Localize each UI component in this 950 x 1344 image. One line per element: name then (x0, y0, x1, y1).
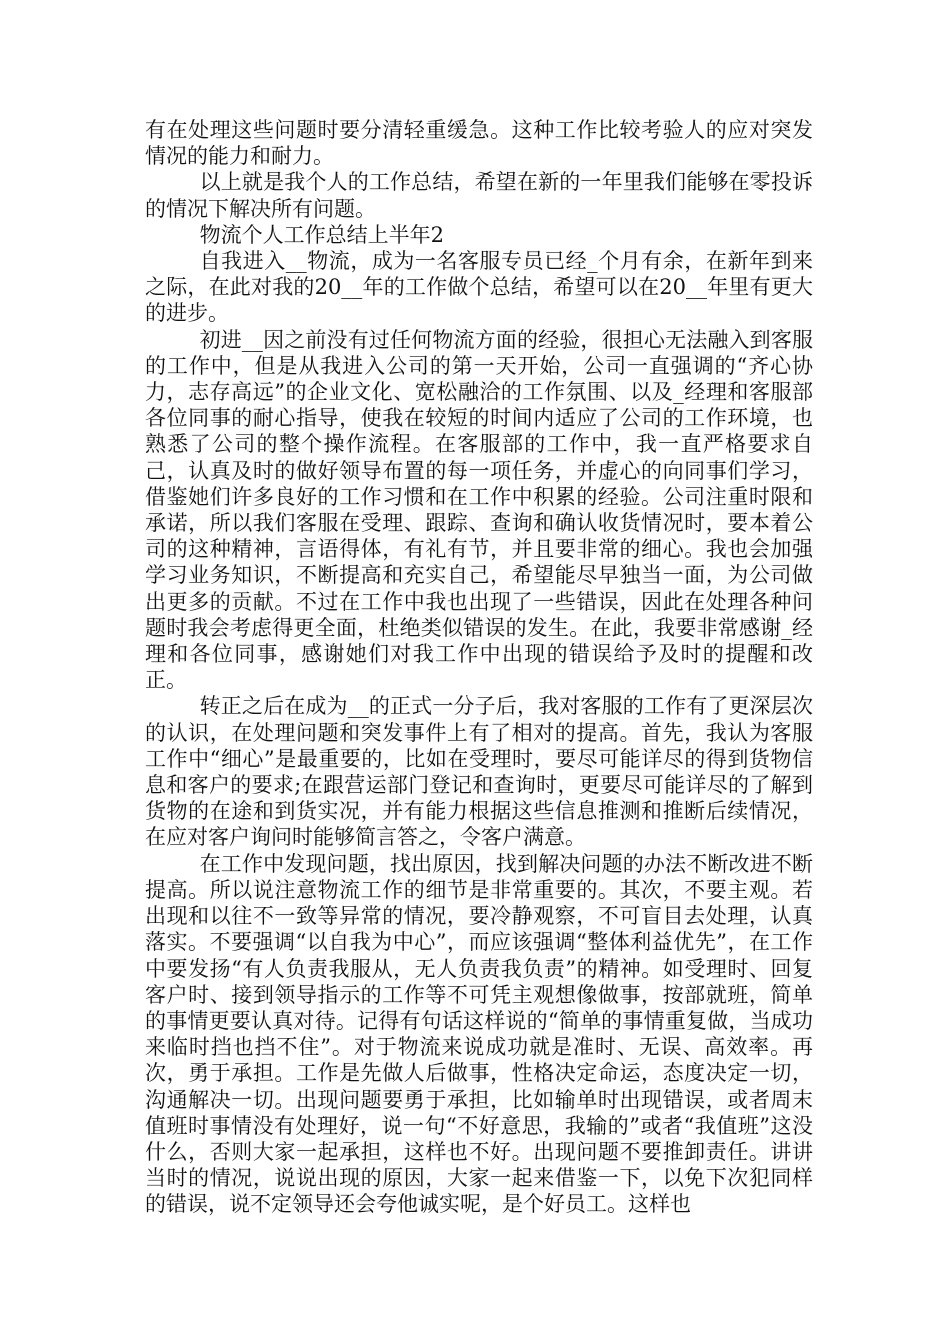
paragraph-onboarding: 初进__因之前没有过任何物流方面的经验，很担心无法融入到客服的工作中，但是从我进入公司的第一天开始，公司一直强调的“齐心协力，志存高远”的企业文化、宽松融洽的工作氛围、以及_经理和客服部各位同事的耐心指导，使我在较短的时间内适应了公司的工作环境，也熟悉了公司的整个操作流程。在客服部的工作中，我一直严格要求自己，认真及时的做好领导布置的每一项任务，并虚心的向同事们学习，借鉴她们许多良好的工作习惯和在工作中积累的经验。公司注重时限和承诺，所以我们客服在受理、跟踪、查询和确认收货情况时，要本着公司的这种精神，言语得体，有礼有节，并且要非常的细心。我也会加强学习业务知识，不断提高和充实自己，希望能尽早独当一面，为公司做出更多的贡献。不过在工作中我也出现了一些错误，因此在处理各种问题时我会考虑得更全面，杜绝类似错误的发生。在此，我要非常感谢_经理和各位同事，感谢她们对我工作中出现的错误给予及时的提醒和改正。 (145, 327, 813, 693)
paragraph-intro: 自我进入__物流，成为一名客服专员已经_个月有余，在新年到来之际，在此对我的20__年的工作做个总结，希望可以在20__年里有更大的进步。 (145, 249, 813, 326)
paragraph-continuation: 有在处理这些问题时要分清轻重缓急。这种工作比较考验人的应对突发情况的能力和耐力。 (145, 118, 813, 169)
paragraph-problem-solving: 在工作中发现问题，找出原因，找到解决问题的办法不断改进不断提高。所以说注意物流工作的细节是非常重要的。其次，不要主观。若出现和以往不一致等异常的情况，要冷静观察，不可盲目去处理，认真落实。不要强调“以自我为中心”，而应该强调“整体利益优先”，在工作中要发扬“有人负责我服从，无人负责我负责”的精神。如受理时、回复客户时、接到领导指示的工作等不可凭主观想像做事，按部就班，简单的事情更要认真对待。记得有句话这样说的“简单的事情重复做，当成功来临时挡也挡不住”。对于物流来说成功就是准时、无误、高效率。再次，勇于承担。工作是先做人后做事，性格决定命运，态度决定一切，沟通解决一切。出现问题要勇于承担，比如输单时出现错误，或者周末值班时事情没有处理好，说一句“不好意思，我输的”或者“我值班”这没什么，否则大家一起承担，这样也不好。出现问题不要推卸责任。讲讲当时的情况，说说出现的原因，大家一起来借鉴一下，以免下次犯同样的错误，说不定领导还会夸他诚实呢，是个好员工。这样也 (145, 851, 813, 1217)
paragraph-after-probation: 转正之后在成为__的正式一分子后，我对客服的工作有了更深层次的认识，在处理问题和突发事件上有了相对的提高。首先，我认为客服工作中“细心”是最重要的，比如在受理时，要尽可能详尽的得到货物信息和客户的要求;在跟营运部门登记和查询时，更要尽可能详尽的了解到货物的在途和到货实况，并有能力根据这些信息推测和推断后续情况，在应对客户询问时能够简言答之，令客户满意。 (145, 694, 813, 850)
document-body (145, 117, 813, 1218)
paragraph-summary-closing: 以上就是我个人的工作总结，希望在新的一年里我们能够在零投诉的情况下解决所有问题。 (145, 170, 813, 221)
section-heading: 物流个人工作总结上半年2 (199, 222, 444, 247)
